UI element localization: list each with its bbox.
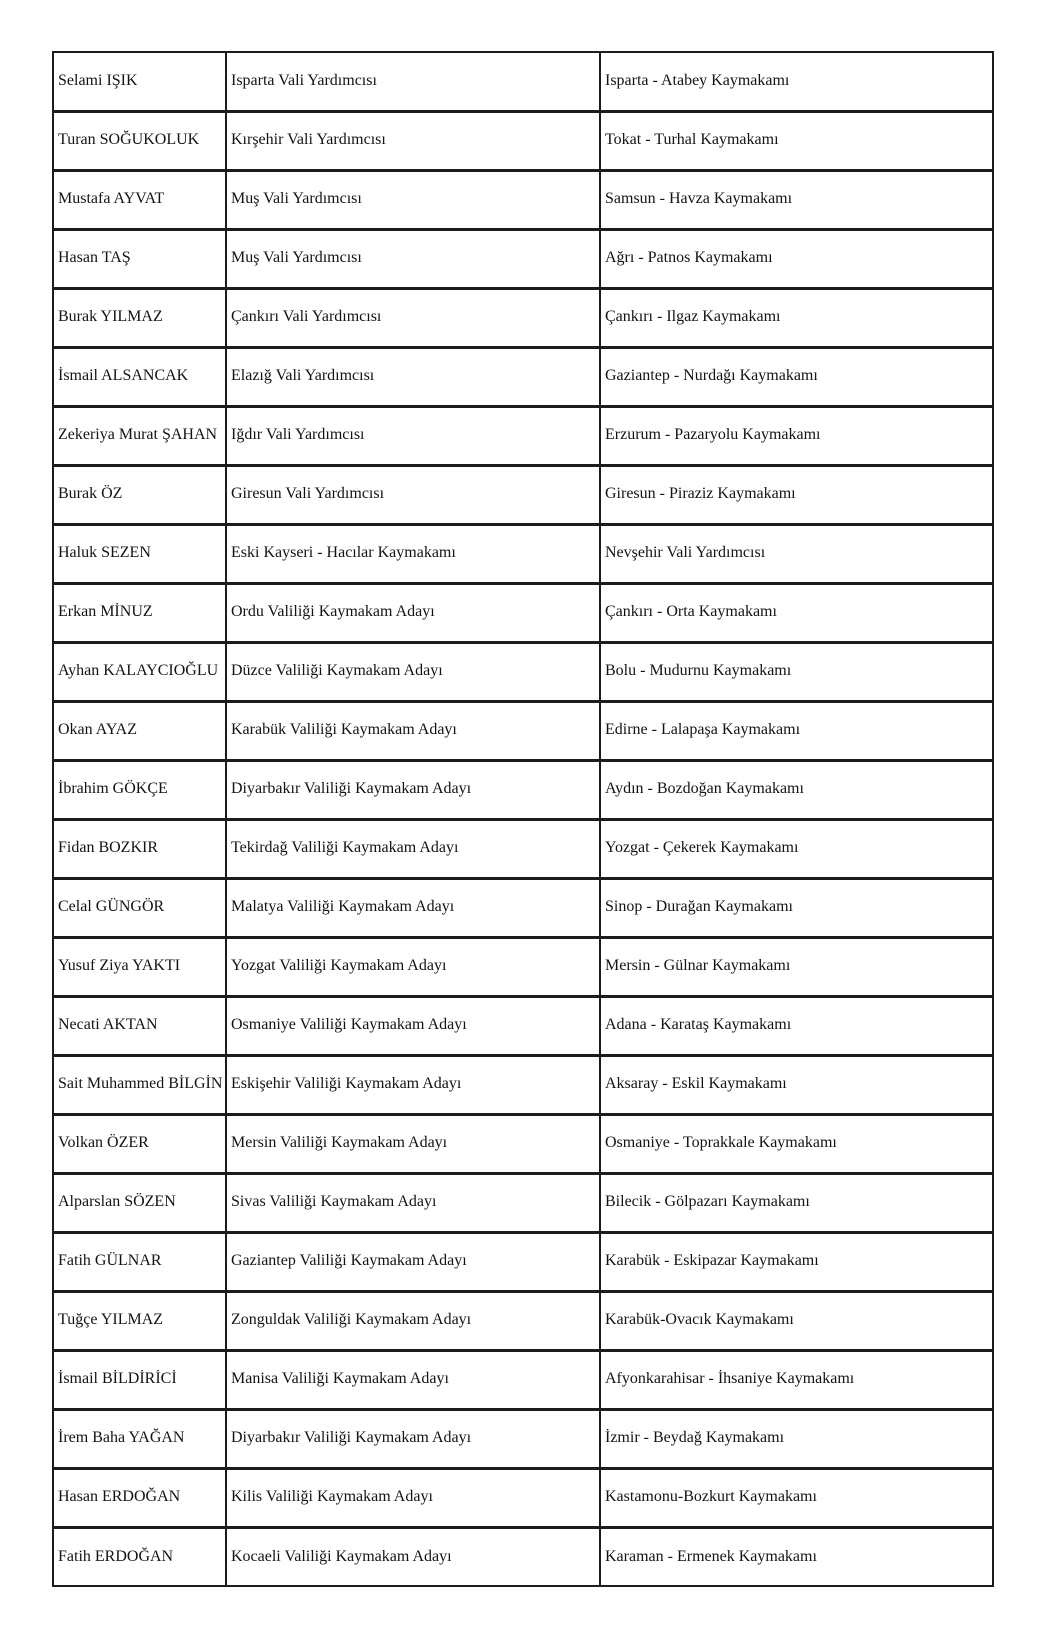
person-name-cell: İrem Baha YAĞAN bbox=[53, 1409, 226, 1468]
table-row bbox=[53, 642, 993, 701]
table-row bbox=[53, 583, 993, 642]
person-name-cell: Fidan BOZKIR bbox=[53, 819, 226, 878]
person-name-cell: Selami IŞIK bbox=[53, 52, 226, 111]
new-position-cell: Gaziantep - Nurdağı Kaymakamı bbox=[600, 347, 993, 406]
current-position-cell: Kilis Valiliği Kaymakam Adayı bbox=[226, 1468, 600, 1527]
person-name-cell: Tuğçe YILMAZ bbox=[53, 1291, 226, 1350]
current-position-cell: Osmaniye Valiliği Kaymakam Adayı bbox=[226, 996, 600, 1055]
current-position-cell: Manisa Valiliği Kaymakam Adayı bbox=[226, 1350, 600, 1409]
table-row bbox=[53, 406, 993, 465]
new-position-cell: Ağrı - Patnos Kaymakamı bbox=[600, 229, 993, 288]
person-name-cell: Hasan TAŞ bbox=[53, 229, 226, 288]
current-position-cell: Yozgat Valiliği Kaymakam Adayı bbox=[226, 937, 600, 996]
table-row bbox=[53, 1291, 993, 1350]
table-row bbox=[53, 1114, 993, 1173]
current-position-cell: Düzce Valiliği Kaymakam Adayı bbox=[226, 642, 600, 701]
person-name-cell: Yusuf Ziya YAKTI bbox=[53, 937, 226, 996]
current-position-cell: Kırşehir Vali Yardımcısı bbox=[226, 111, 600, 170]
table-row bbox=[53, 465, 993, 524]
new-position-cell: Adana - Karataş Kaymakamı bbox=[600, 996, 993, 1055]
person-name-cell: Mustafa AYVAT bbox=[53, 170, 226, 229]
appointments-table bbox=[52, 51, 994, 1587]
current-position-cell: Mersin Valiliği Kaymakam Adayı bbox=[226, 1114, 600, 1173]
table-row bbox=[53, 1232, 993, 1291]
new-position-cell: Tokat - Turhal Kaymakamı bbox=[600, 111, 993, 170]
new-position-cell: Mersin - Gülnar Kaymakamı bbox=[600, 937, 993, 996]
person-name-cell: Volkan ÖZER bbox=[53, 1114, 226, 1173]
table-row bbox=[53, 229, 993, 288]
table-row bbox=[53, 170, 993, 229]
person-name-cell: İsmail BİLDİRİCİ bbox=[53, 1350, 226, 1409]
new-position-cell: Sinop - Durağan Kaymakamı bbox=[600, 878, 993, 937]
person-name-cell: Ayhan KALAYCIOĞLU bbox=[53, 642, 226, 701]
person-name-cell: Burak ÖZ bbox=[53, 465, 226, 524]
table-row bbox=[53, 288, 993, 347]
current-position-cell: Zonguldak Valiliği Kaymakam Adayı bbox=[226, 1291, 600, 1350]
current-position-cell: Diyarbakır Valiliği Kaymakam Adayı bbox=[226, 1409, 600, 1468]
current-position-cell: Diyarbakır Valiliği Kaymakam Adayı bbox=[226, 760, 600, 819]
current-position-cell: Tekirdağ Valiliği Kaymakam Adayı bbox=[226, 819, 600, 878]
person-name-cell: Turan SOĞUKOLUK bbox=[53, 111, 226, 170]
new-position-cell: Afyonkarahisar - İhsaniye Kaymakamı bbox=[600, 1350, 993, 1409]
table-row bbox=[53, 701, 993, 760]
person-name-cell: Sait Muhammed BİLGİN bbox=[53, 1055, 226, 1114]
table-row bbox=[53, 1173, 993, 1232]
person-name-cell: İbrahim GÖKÇE bbox=[53, 760, 226, 819]
current-position-cell: Kocaeli Valiliği Kaymakam Adayı bbox=[226, 1527, 600, 1586]
table-row bbox=[53, 524, 993, 583]
person-name-cell: Fatih ERDOĞAN bbox=[53, 1527, 226, 1586]
current-position-cell: Elazığ Vali Yardımcısı bbox=[226, 347, 600, 406]
new-position-cell: Yozgat - Çekerek Kaymakamı bbox=[600, 819, 993, 878]
table-row bbox=[53, 1350, 993, 1409]
current-position-cell: Eskişehir Valiliği Kaymakam Adayı bbox=[226, 1055, 600, 1114]
current-position-cell: Karabük Valiliği Kaymakam Adayı bbox=[226, 701, 600, 760]
person-name-cell: Hasan ERDOĞAN bbox=[53, 1468, 226, 1527]
appointments-table-body bbox=[53, 52, 993, 1586]
new-position-cell: Bolu - Mudurnu Kaymakamı bbox=[600, 642, 993, 701]
new-position-cell: Erzurum - Pazaryolu Kaymakamı bbox=[600, 406, 993, 465]
new-position-cell: Osmaniye - Toprakkale Kaymakamı bbox=[600, 1114, 993, 1173]
new-position-cell: Karaman - Ermenek Kaymakamı bbox=[600, 1527, 993, 1586]
table-row bbox=[53, 819, 993, 878]
table-row bbox=[53, 1468, 993, 1527]
table-row bbox=[53, 111, 993, 170]
current-position-cell: Iğdır Vali Yardımcısı bbox=[226, 406, 600, 465]
new-position-cell: Karabük - Eskipazar Kaymakamı bbox=[600, 1232, 993, 1291]
new-position-cell: Çankırı - Orta Kaymakamı bbox=[600, 583, 993, 642]
person-name-cell: Haluk SEZEN bbox=[53, 524, 226, 583]
new-position-cell: Nevşehir Vali Yardımcısı bbox=[600, 524, 993, 583]
current-position-cell: Muş Vali Yardımcısı bbox=[226, 170, 600, 229]
new-position-cell: Samsun - Havza Kaymakamı bbox=[600, 170, 993, 229]
person-name-cell: Necati AKTAN bbox=[53, 996, 226, 1055]
person-name-cell: Zekeriya Murat ŞAHAN bbox=[53, 406, 226, 465]
table-row bbox=[53, 996, 993, 1055]
table-row bbox=[53, 1055, 993, 1114]
table-row bbox=[53, 878, 993, 937]
new-position-cell: Giresun - Piraziz Kaymakamı bbox=[600, 465, 993, 524]
new-position-cell: Aydın - Bozdoğan Kaymakamı bbox=[600, 760, 993, 819]
table-row bbox=[53, 760, 993, 819]
new-position-cell: Bilecik - Gölpazarı Kaymakamı bbox=[600, 1173, 993, 1232]
person-name-cell: Okan AYAZ bbox=[53, 701, 226, 760]
current-position-cell: Eski Kayseri - Hacılar Kaymakamı bbox=[226, 524, 600, 583]
current-position-cell: Ordu Valiliği Kaymakam Adayı bbox=[226, 583, 600, 642]
current-position-cell: Isparta Vali Yardımcısı bbox=[226, 52, 600, 111]
person-name-cell: Erkan MİNUZ bbox=[53, 583, 226, 642]
table-row bbox=[53, 1409, 993, 1468]
current-position-cell: Çankırı Vali Yardımcısı bbox=[226, 288, 600, 347]
new-position-cell: Karabük-Ovacık Kaymakamı bbox=[600, 1291, 993, 1350]
new-position-cell: Aksaray - Eskil Kaymakamı bbox=[600, 1055, 993, 1114]
person-name-cell: Burak YILMAZ bbox=[53, 288, 226, 347]
new-position-cell: Kastamonu-Bozkurt Kaymakamı bbox=[600, 1468, 993, 1527]
table-row bbox=[53, 937, 993, 996]
new-position-cell: İzmir - Beydağ Kaymakamı bbox=[600, 1409, 993, 1468]
table-row bbox=[53, 52, 993, 111]
new-position-cell: Isparta - Atabey Kaymakamı bbox=[600, 52, 993, 111]
current-position-cell: Muş Vali Yardımcısı bbox=[226, 229, 600, 288]
table-row bbox=[53, 347, 993, 406]
new-position-cell: Edirne - Lalapaşa Kaymakamı bbox=[600, 701, 993, 760]
person-name-cell: Alparslan SÖZEN bbox=[53, 1173, 226, 1232]
new-position-cell: Çankırı - Ilgaz Kaymakamı bbox=[600, 288, 993, 347]
person-name-cell: Celal GÜNGÖR bbox=[53, 878, 226, 937]
person-name-cell: Fatih GÜLNAR bbox=[53, 1232, 226, 1291]
table-row bbox=[53, 1527, 993, 1586]
person-name-cell: İsmail ALSANCAK bbox=[53, 347, 226, 406]
current-position-cell: Giresun Vali Yardımcısı bbox=[226, 465, 600, 524]
current-position-cell: Gaziantep Valiliği Kaymakam Adayı bbox=[226, 1232, 600, 1291]
current-position-cell: Sivas Valiliği Kaymakam Adayı bbox=[226, 1173, 600, 1232]
current-position-cell: Malatya Valiliği Kaymakam Adayı bbox=[226, 878, 600, 937]
